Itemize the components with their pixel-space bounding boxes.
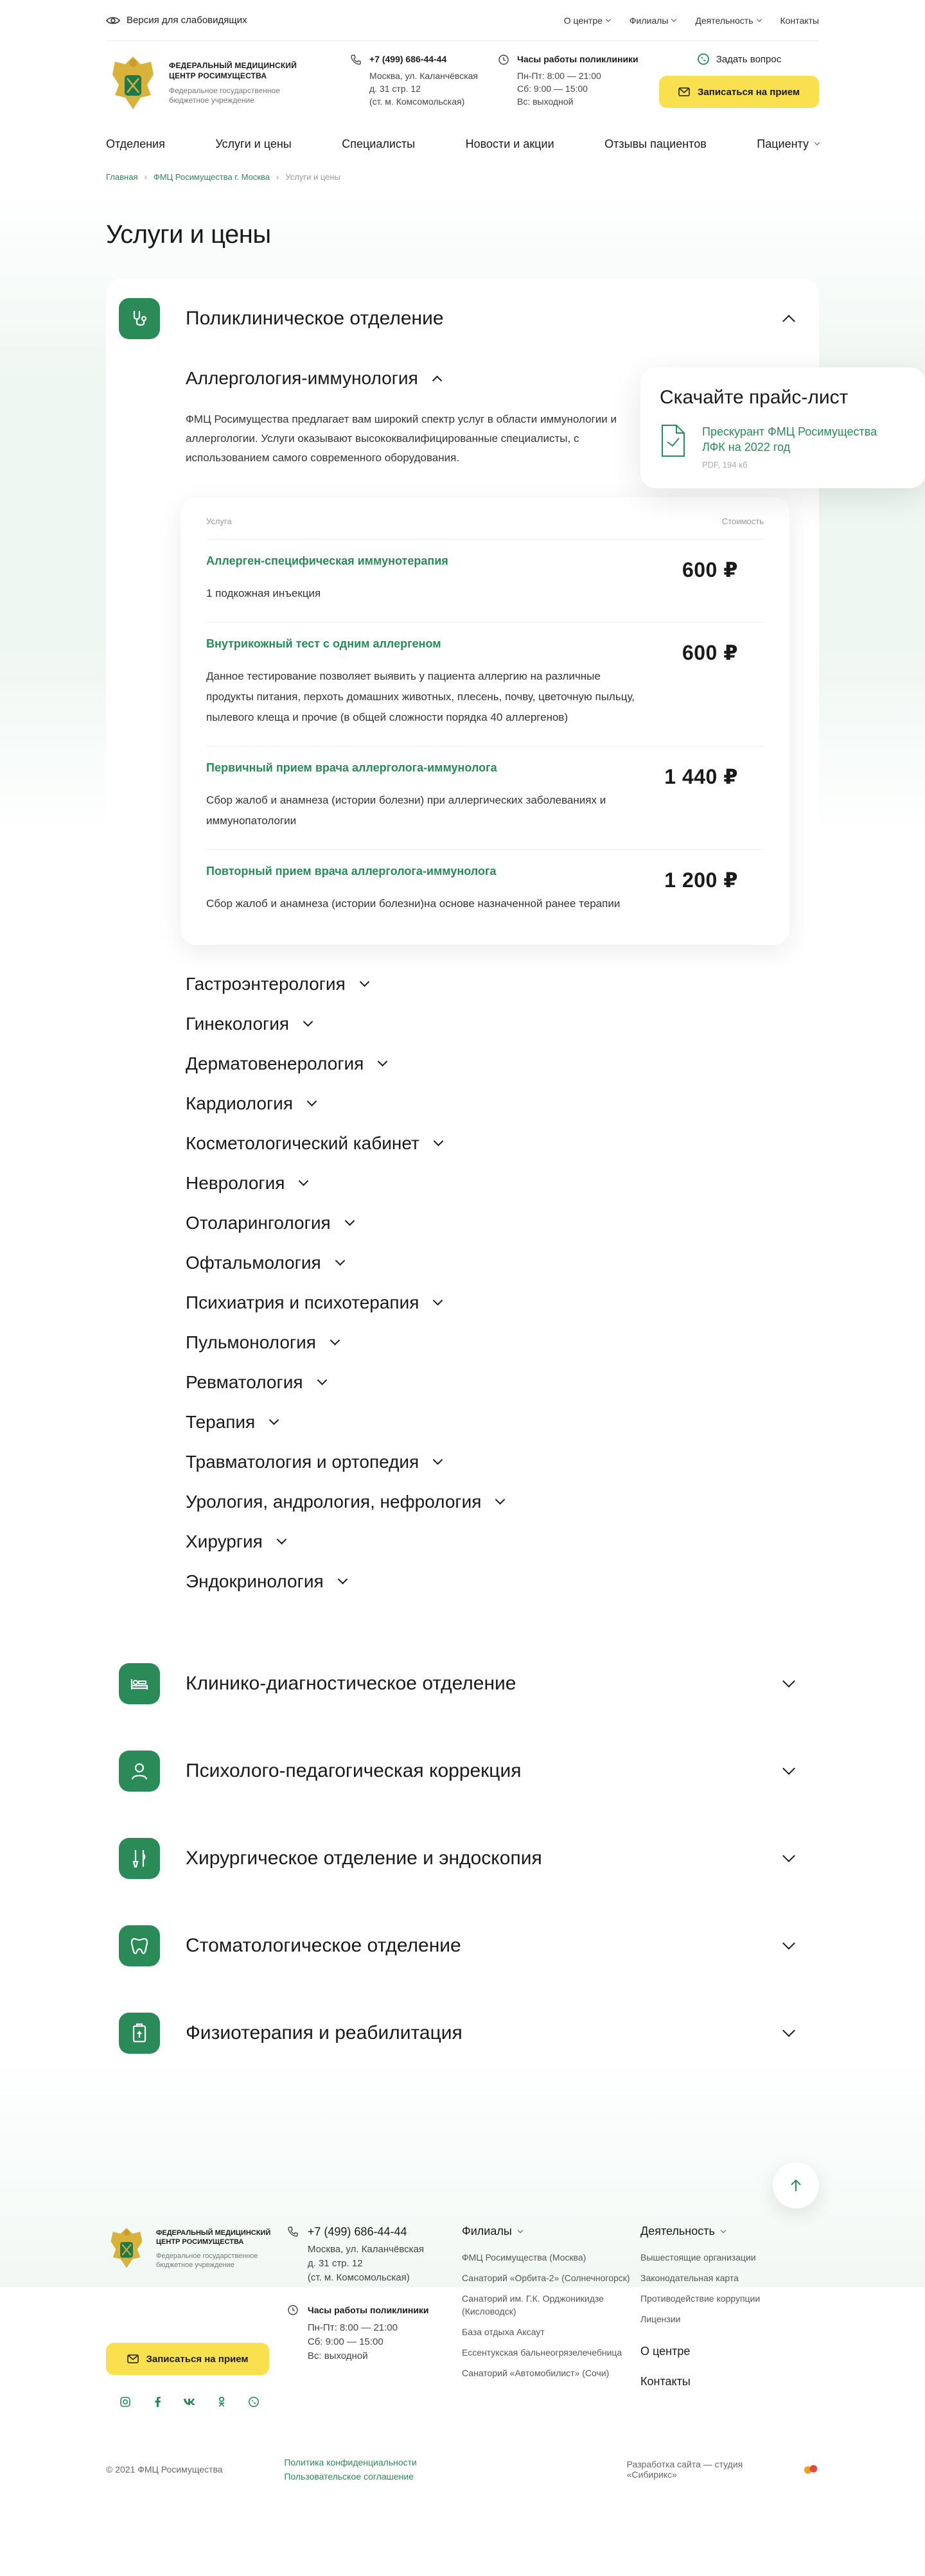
arrow-up-icon: [789, 2178, 802, 2192]
chevron-down-icon: [782, 1675, 795, 1688]
service-description: Сбор жалоб и анамнеза (истории болезни) при аллергических заболеваниях и иммунопатологии: [206, 794, 606, 827]
section-surgery[interactable]: [106, 1815, 819, 1902]
subsection-therapy[interactable]: [186, 1402, 793, 1442]
footer-col-title-label: Деятельность: [640, 2225, 715, 2237]
footer-contacts: [287, 2225, 462, 2408]
subsection-surgery[interactable]: [186, 1522, 793, 1562]
whatsapp-icon[interactable]: [247, 2395, 260, 2408]
footer-address-line: Москва, ул. Каланчёвская: [307, 2244, 424, 2255]
header-phone[interactable]: +7 (499) 686-44-44: [369, 54, 447, 64]
header-actions: [659, 53, 819, 108]
chevron-down-icon: [756, 16, 761, 21]
nav-item-reviews[interactable]: Отзывы пациентов: [604, 137, 707, 150]
appointment-label: Записаться на прием: [698, 86, 800, 98]
footer-activity-title[interactable]: [640, 2225, 819, 2238]
mail-icon: [678, 87, 690, 96]
main-nav: [106, 125, 819, 163]
hours-title: Часы работы поликлиники: [517, 54, 639, 64]
footer-branch-link[interactable]: Ессентукская бальнеогрязелечебница: [462, 2347, 622, 2358]
developer-label: Разработка сайта — студия «Сибирикс»: [626, 2459, 743, 2480]
footer-activity-link[interactable]: Вышестоящие организации: [640, 2252, 756, 2263]
emblem-icon: [106, 53, 160, 114]
footer-org-subtitle: Федеральное государственное бюджетное учреждение: [156, 2252, 258, 2269]
chevron-down-icon: [335, 1255, 345, 1266]
subsection-description: ФМЦ Росимущества предлагает вам широкий спектр услуг в области иммунологии и аллергологии. Услуги оказывают высококвалифицированные специалисты, с использованием самого современного оборудования.: [186, 413, 617, 464]
subsection-rheumatology[interactable]: [186, 1363, 793, 1402]
vk-icon[interactable]: [183, 2395, 196, 2408]
breadcrumb: [106, 172, 819, 182]
vision-toggle[interactable]: [106, 15, 247, 26]
subsection-title: Урология, андрология, нефрология: [186, 1492, 482, 1512]
phone-icon: [287, 2226, 299, 2237]
breadcrumb-current: Услуги и цены: [285, 172, 340, 182]
header-address-line: (ст. м. Комсомольская): [369, 96, 465, 107]
nav-item-news[interactable]: Новости и акции: [465, 137, 554, 150]
section-title: Хирургическое отделение и эндоскопия: [186, 1848, 542, 1869]
chevron-down-icon: [359, 976, 369, 987]
breadcrumb-separator: ›: [144, 172, 147, 182]
subsection-cardiology[interactable]: [186, 1084, 793, 1124]
footer-branches: [462, 2225, 640, 2408]
service-price: 1 200 ₽: [664, 869, 738, 892]
section-title: Физиотерапия и реабилитация: [186, 2022, 463, 2043]
subsection-title: Косметологический кабинет: [186, 1133, 419, 1153]
subsection-title: Пульмонология: [186, 1332, 316, 1352]
chevron-down-icon: [782, 1762, 795, 1775]
footer-bottom: [106, 2447, 819, 2492]
footer: [106, 2225, 819, 2492]
subsection-title: Гастроэнтерология: [186, 974, 346, 994]
section-physiotherapy[interactable]: [106, 1989, 819, 2077]
table-row: [206, 850, 764, 932]
nav-item-departments[interactable]: Отделения: [106, 137, 165, 150]
footer-branch-link[interactable]: Санаторий «Автомобилист» (Сочи): [462, 2368, 610, 2378]
topbar: [106, 0, 819, 41]
top-link-activity[interactable]: [695, 15, 761, 26]
subsection-gynecology[interactable]: [186, 1004, 793, 1044]
footer-col-title-label: Филиалы: [462, 2225, 512, 2237]
service-price: 1 440 ₽: [664, 765, 738, 788]
chevron-down-icon: [495, 1494, 506, 1504]
service-price: 600 ₽: [682, 641, 738, 664]
footer-branch-link[interactable]: Санаторий «Орбита-2» (Солнечногорск): [462, 2273, 630, 2283]
table-row: [206, 622, 764, 746]
section-header[interactable]: [106, 292, 819, 346]
chevron-down-icon: [782, 1849, 795, 1862]
section-psychology[interactable]: [106, 1727, 819, 1815]
header-service: Услуга: [206, 516, 232, 526]
subsection-title: Хирургия: [186, 1531, 263, 1551]
pricelist-file-name: Прескурант ФМЦ Росимущества ЛФК на 2022 год: [702, 425, 877, 454]
footer-org-name: ФЕДЕРАЛЬНЫЙ МЕДИЦИНСКИЙ ЦЕНТР РОСИМУЩЕСТВА: [156, 2229, 271, 2246]
whatsapp-icon: [697, 53, 710, 66]
section-title: Стоматологическое отделение: [186, 1935, 461, 1956]
chevron-down-icon: [303, 1016, 313, 1027]
document-icon: [660, 424, 685, 457]
clock-icon: [287, 2304, 299, 2316]
footer-logo[interactable]: [106, 2225, 287, 2272]
subsection-psychiatry[interactable]: [186, 1283, 793, 1323]
page-container: [106, 0, 877, 2225]
vision-label: Версия для слабовидящих: [127, 15, 247, 26]
chevron-down-icon: [433, 1454, 443, 1465]
footer-hours-line: Сб: 9:00 — 15:00: [307, 2336, 383, 2347]
pricelist-download: [640, 367, 925, 488]
tooth-icon: [119, 1925, 160, 1966]
footer-activity: [640, 2225, 819, 2408]
chevron-down-icon: [671, 16, 676, 21]
subsection-traumatology[interactable]: [186, 1442, 793, 1482]
footer-main: [106, 2225, 819, 2408]
header-contacts: [350, 53, 498, 108]
facebook-icon[interactable]: [151, 2395, 164, 2408]
org-subtitle: Федеральное государственное бюджетное учреждение: [169, 86, 280, 105]
chevron-up-icon: [432, 375, 442, 385]
service-description: Данное тестирование позволяет выявить у пациента аллергию на различные продукты питания, перхоть домашних животных, плесень, почву, цветочную пыльцу, пылевого клеща и прочие (в общей сложности порядка 40 аллергенов): [206, 670, 635, 723]
footer-branch-link[interactable]: ФМЦ Росимущества (Москва): [462, 2252, 586, 2263]
price-table-header: [206, 516, 764, 540]
chevron-down-icon: [344, 1215, 355, 1226]
price-table: [181, 497, 789, 945]
top-link-branches[interactable]: [630, 15, 676, 26]
footer-contacts-link[interactable]: Контакты: [640, 2375, 691, 2388]
section-title: Психолого-педагогическая коррекция: [186, 1760, 522, 1781]
header-price: Стоимость: [721, 516, 764, 526]
bed-icon: [119, 1663, 160, 1704]
odnoklassniki-icon[interactable]: [215, 2395, 228, 2408]
table-row: [206, 746, 764, 850]
subsection-title: Терапия: [186, 1412, 256, 1432]
subsection-cosmetology[interactable]: [186, 1124, 793, 1163]
footer-hours-line: Пн-Пт: 8:00 — 21:00: [307, 2322, 398, 2333]
pricelist-file[interactable]: [660, 424, 906, 470]
breadcrumb-branch[interactable]: ФМЦ Росимущества г. Москва: [153, 172, 270, 182]
chevron-down-icon: [782, 2024, 795, 2037]
subsection-title: Отоларингология: [186, 1213, 331, 1233]
privacy-link[interactable]: Политика конфиденциальности: [284, 2457, 417, 2467]
footer-about-link[interactable]: О центре: [640, 2345, 691, 2358]
subsection-title: Офтальмология: [186, 1253, 321, 1273]
page-title: Услуги и цены: [106, 220, 271, 249]
footer-hours-title: Часы работы поликлиники: [307, 2305, 429, 2315]
mail-icon: [127, 2354, 139, 2363]
breadcrumb-home[interactable]: Главная: [106, 172, 138, 182]
header-address-line: д. 31 стр. 12: [369, 84, 421, 94]
chevron-down-icon: [337, 1574, 348, 1584]
subsection-ophthalmology[interactable]: [186, 1243, 793, 1283]
header-hours: [498, 53, 652, 108]
org-name: ФЕДЕРАЛЬНЫЙ МЕДИЦИНСКИЙ ЦЕНТР РОСИМУЩЕСТВА: [169, 61, 297, 80]
social-links: [106, 2395, 287, 2408]
subsection-title: Дерматовенерология: [186, 1054, 364, 1073]
footer-activity-link[interactable]: Законодательная карта: [640, 2273, 739, 2283]
developer-logo-icon: [803, 2464, 819, 2475]
service-name[interactable]: Повторный прием врача аллерголога-иммунолога: [206, 865, 497, 878]
subsection-gastroenterology[interactable]: [186, 964, 793, 1004]
footer-logo-column: [106, 2225, 287, 2408]
scroll-top-button[interactable]: [773, 2162, 819, 2209]
chevron-down-icon: [518, 2227, 523, 2232]
chevron-down-icon: [299, 1176, 309, 1186]
footer-branch-link[interactable]: База отдыха Аксаут: [462, 2327, 545, 2337]
top-link-label: Деятельность: [695, 15, 753, 26]
chevron-down-icon: [433, 1295, 443, 1305]
footer-hours-block: [287, 2303, 462, 2363]
subsection-title: Гинекология: [186, 1014, 290, 1034]
chevron-down-icon: [277, 1534, 287, 1544]
subsection-title: Неврология: [186, 1173, 285, 1193]
service-name[interactable]: Внутрикожный тест с одним аллергеном: [206, 637, 441, 650]
chevron-down-icon: [269, 1415, 279, 1425]
service-price: 600 ₽: [682, 558, 738, 581]
chevron-down-icon: [317, 1375, 327, 1385]
section-title: Клинико-диагностическое отделение: [186, 1673, 516, 1694]
nav-item-label: Пациенту: [757, 137, 809, 150]
legal-links: [284, 2455, 626, 2483]
breadcrumb-separator: ›: [276, 172, 279, 182]
stethoscope-icon: [119, 298, 160, 339]
footer-appointment-button[interactable]: [106, 2343, 269, 2375]
clipboard-icon: [119, 2013, 160, 2054]
developer-credit[interactable]: [627, 2459, 819, 2480]
subsection-dermatology[interactable]: [186, 1044, 793, 1084]
subsection-title: Аллергология-иммунология: [186, 368, 418, 388]
subsection-title: Травматология и ортопедия: [186, 1452, 419, 1472]
header-address-line: Москва, ул. Каланчёвская: [369, 71, 479, 81]
hours-line: Вс: выходной: [517, 96, 574, 107]
subsection-pulmonology[interactable]: [186, 1323, 793, 1363]
nav-item-specialists[interactable]: Специалисты: [342, 137, 416, 150]
footer-branches-title[interactable]: [462, 2225, 640, 2238]
footer-activity-link[interactable]: Противодействие коррупции: [640, 2293, 761, 2304]
top-link-label: Филиалы: [629, 15, 669, 26]
service-description: Сбор жалоб и анамнеза (истории болезни)на основе назначенной ранее терапии: [206, 897, 621, 910]
subsection-list: [106, 358, 819, 1601]
agreement-link[interactable]: Пользовательское соглашение: [284, 2471, 414, 2482]
footer-phone[interactable]: +7 (499) 686-44-44: [307, 2225, 407, 2238]
hours-line: Пн-Пт: 8:00 — 21:00: [517, 71, 601, 81]
header: [106, 41, 819, 125]
service-name[interactable]: Первичный прием врача аллерголога-иммунолога: [206, 761, 497, 774]
top-link-contacts[interactable]: Контакты: [780, 15, 819, 26]
chevron-down-icon: [782, 1937, 795, 1950]
top-links: [564, 15, 819, 26]
subsection-title: Ревматология: [186, 1372, 303, 1392]
subsection-neurology[interactable]: [186, 1163, 793, 1203]
ask-question-label: Задать вопрос: [716, 53, 782, 65]
table-row: [206, 540, 764, 622]
pricelist-file-meta: PDF, 194 кб: [702, 460, 748, 470]
clock-icon: [498, 54, 509, 66]
appointment-label: Записаться на прием: [146, 2353, 249, 2365]
hours-line: Сб: 9:00 — 15:00: [517, 84, 588, 94]
subsection-title: Психиатрия и психотерапия: [186, 1292, 419, 1312]
section-dentistry[interactable]: [106, 1902, 819, 1989]
subsection-urology[interactable]: [186, 1482, 793, 1522]
footer-branch-link[interactable]: Санаторий им. Г.К. Орджоникидзе (Кисловодск): [462, 2293, 604, 2316]
surgery-tools-icon: [119, 1838, 160, 1879]
chevron-down-icon: [721, 2227, 726, 2232]
service-name[interactable]: Аллерген-специфическая иммунотерапия: [206, 554, 448, 567]
copyright: © 2021 ФМЦ Росимущества: [106, 2464, 223, 2475]
service-description: 1 подкожная инъекция: [206, 587, 321, 599]
footer-address-line: д. 31 стр. 12: [307, 2258, 363, 2269]
top-link-label: О центре: [563, 15, 603, 26]
footer-phone-block: [287, 2225, 462, 2285]
chevron-down-icon: [606, 16, 611, 21]
nav-item-patient[interactable]: [757, 137, 819, 151]
chevron-down-icon: [434, 1136, 444, 1146]
person-icon: [119, 1751, 160, 1792]
chevron-down-icon: [815, 140, 820, 145]
chevron-down-icon: [378, 1056, 388, 1066]
instagram-icon[interactable]: [119, 2395, 132, 2408]
logo[interactable]: [106, 53, 350, 114]
ask-question-link[interactable]: [697, 53, 781, 66]
chevron-up-icon[interactable]: [782, 315, 795, 328]
footer-address-line: (ст. м. Комсомольская): [307, 2272, 410, 2283]
chevron-down-icon: [307, 1096, 317, 1106]
section-diagnostics[interactable]: [106, 1640, 819, 1727]
footer-activity-link[interactable]: Лицензии: [640, 2314, 681, 2324]
emblem-icon: [106, 2225, 147, 2272]
phone-icon: [350, 54, 362, 66]
spacer: [106, 2077, 819, 2225]
subsection-otolaryngology[interactable]: [186, 1203, 793, 1243]
appointment-button[interactable]: [659, 76, 819, 108]
footer-hours-line: Вс: выходной: [307, 2351, 368, 2361]
pricelist-title: Скачайте прайс-лист: [660, 387, 849, 408]
subsection-title: Эндокринология: [186, 1571, 324, 1591]
top-link-about[interactable]: [564, 15, 610, 26]
subsection-endocrinology[interactable]: [186, 1562, 793, 1601]
nav-item-services[interactable]: Услуги и цены: [215, 137, 292, 150]
subsection-title: Кардиология: [186, 1093, 293, 1113]
section-title: Поликлиническое отделение: [186, 308, 444, 329]
chevron-down-icon: [330, 1335, 340, 1345]
section-polyclinic: [106, 279, 877, 1640]
eye-icon: [106, 16, 120, 25]
